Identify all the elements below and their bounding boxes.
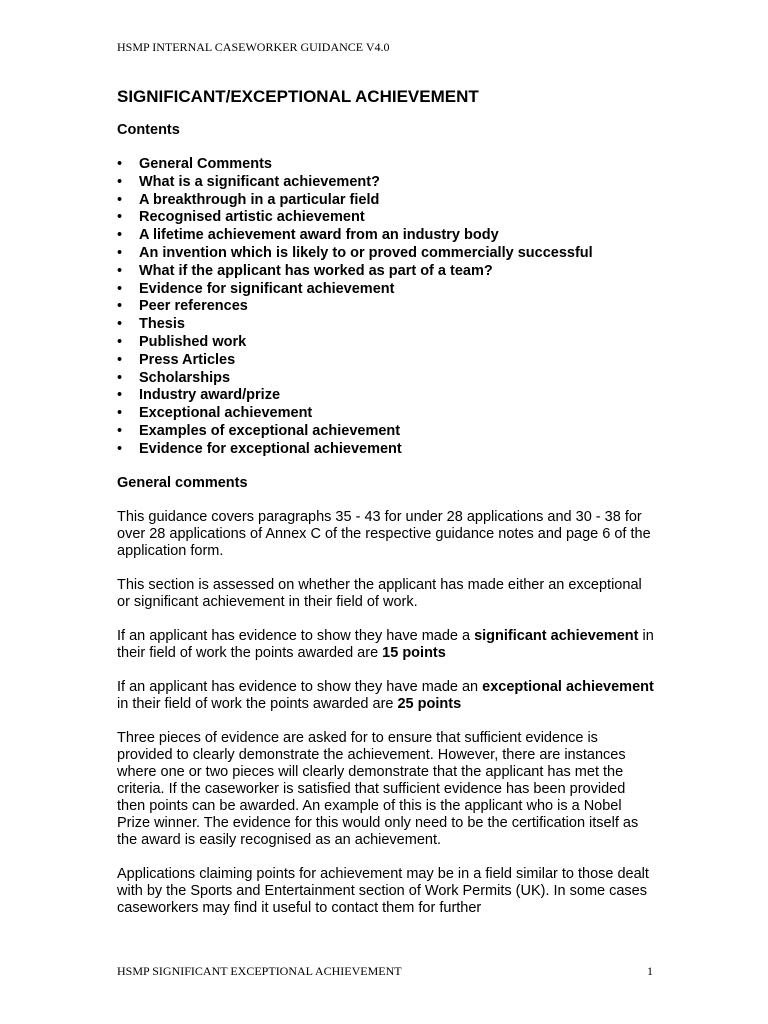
paragraph-assessment: This section is assessed on whether the applicant has made either an exceptional or significant achievement in their field of work. (117, 577, 642, 610)
contents-item: • A lifetime achievement award from an industry body (117, 227, 593, 245)
paragraph-exceptional-points (117, 679, 657, 713)
contents-list (117, 156, 593, 459)
contents-item: • Evidence for exceptional achievement (117, 441, 593, 459)
page-number: 1 (647, 964, 653, 978)
contents-item: • Peer references (117, 298, 593, 316)
paragraph-scope: This guidance covers paragraphs 35 - 43 for under 28 applications and 30 - 38 for over 28 applications of Annex C of the respective guidance notes and page 6 of the application form. (117, 509, 651, 559)
contents-item: • Evidence for significant achievement (117, 281, 593, 299)
contents-item: • Thesis (117, 316, 593, 334)
contents-item: • What is a significant achievement? (117, 174, 593, 192)
page-footer (117, 964, 653, 979)
contents-item: • General Comments (117, 156, 593, 174)
footer-title: HSMP SIGNIFICANT EXCEPTIONAL ACHIEVEMENT (117, 964, 402, 978)
contents-item: • Scholarships (117, 370, 593, 388)
bold-run: 25 points (397, 696, 462, 712)
paragraph-evidence: Three pieces of evidence are asked for to ensure that sufficient evidence is provided to clearly demonstrate the achievement. However, there are instances where one or two pieces will clearly demonstrate that the applicant has met the criteria. If the caseworker is satisfied that sufficient evidence has been provided then points can be awarded. An example of this is the applicant who is a Nobel Prize winner. The evidence for this would only need to be the certification itself as the award is easily recognised as an achievement. (117, 730, 639, 848)
bold-run: exceptional achievement (482, 679, 654, 695)
contents-item: • Exceptional achievement (117, 405, 593, 423)
contents-heading: Contents (117, 122, 180, 138)
contents-item: • Press Articles (117, 352, 593, 370)
contents-item: • Recognised artistic achievement (117, 209, 593, 227)
paragraph-work-permits: Applications claiming points for achievement may be in a field similar to those dealt with by the Sports and Entertainment section of Work Permits (UK). In some cases caseworkers may find it useful to contact them for further (117, 866, 649, 916)
contents-item: • An invention which is likely to or proved commercially successful (117, 245, 593, 263)
bold-run: 15 points (382, 645, 446, 661)
text-run: in their field of work the points awarded are (117, 628, 654, 661)
page-header: HSMP INTERNAL CASEWORKER GUIDANCE V4.0 (117, 40, 390, 54)
contents-item: • Examples of exceptional achievement (117, 423, 593, 441)
text-run: in their field of work the points awarded are (117, 696, 398, 712)
bold-run: significant achievement (474, 628, 639, 644)
general-comments-heading: General comments (117, 475, 248, 491)
page-title: SIGNIFICANT/EXCEPTIONAL ACHIEVEMENT (117, 87, 479, 106)
contents-item: • A breakthrough in a particular field (117, 192, 593, 210)
general-comments-section (117, 474, 657, 934)
text-run: If an applicant has evidence to show they have made an (117, 679, 483, 695)
contents-item: • What if the applicant has worked as part of a team? (117, 263, 593, 281)
text-run: If an applicant has evidence to show they have made a (117, 628, 475, 644)
contents-item: • Industry award/prize (117, 387, 593, 405)
contents-item: • Published work (117, 334, 593, 352)
paragraph-significant-points (117, 628, 657, 662)
